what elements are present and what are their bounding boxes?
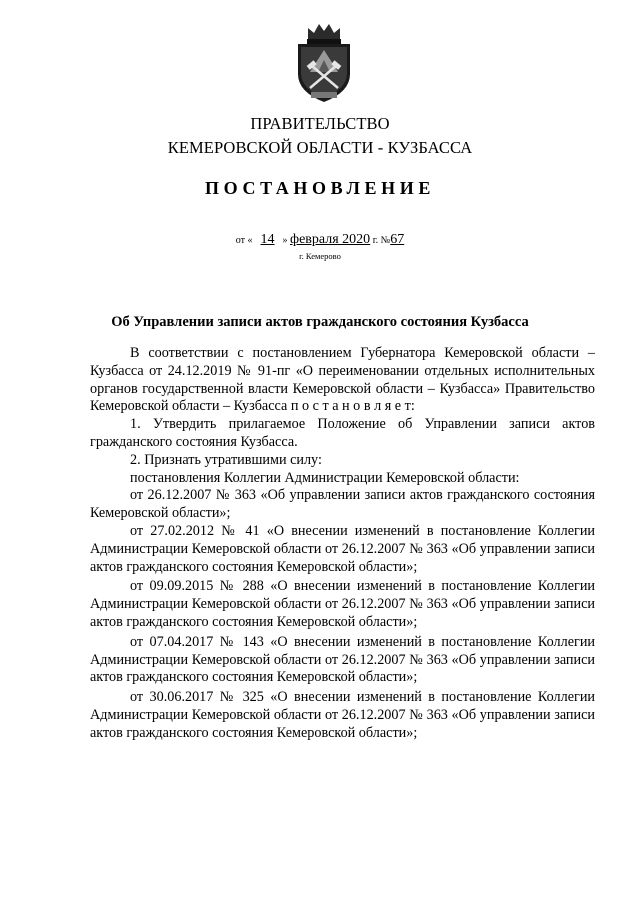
document-body (90, 345, 595, 743)
date-year-suffix: г. (372, 235, 379, 246)
document-title: Об Управлении записи актов гражданского состояния Кузбасса (111, 314, 529, 330)
document-number: 67 (390, 232, 405, 247)
document-city: г. Кемерово (299, 251, 341, 261)
date-close-quote: » (282, 235, 288, 246)
repealed-act-item: от 30.06.2017 № 325 «О внесении изменений в постановление Коллегии Администрации Кемеровской области от 26.12.2007 № 363 «Об управлении записи актов гражданского состояния Кемеровской области»; (90, 689, 595, 741)
intro-paragraph: В соответствии с постановлением Губернатора Кемеровской области – Кузбасса от 24.12.2019 № 91-пг «О переименовании отдельных исполнительных органов государственной власти Кемеровской области – Кузбасса» Правительство Кемеровской области – Кузбасса п о с т а н о в л я е т: (90, 345, 595, 415)
date-month-year: февраля 2020 (290, 232, 371, 247)
item-1-paragraph: 1. Утвердить прилагаемое Положение об Управлении записи актов гражданского состояния Кузбасса. (90, 416, 595, 450)
kemerovo-region-coat-of-arms-icon (294, 22, 354, 104)
document-type-heading: ПОСТАНОВЛЕНИЕ (205, 178, 435, 198)
item-2-paragraph: 2. Признать утратившими силу: (130, 451, 322, 468)
date-prefix: от « (235, 235, 253, 246)
number-sign: № (380, 235, 391, 246)
repealed-act-item: от 09.09.2015 № 288 «О внесении изменений в постановление Коллегии Администрации Кемеровской области от 26.12.2007 № 363 «Об управлении записи актов гражданского состояния Кемеровской области»; (90, 578, 595, 630)
date-day: 14 (260, 232, 275, 247)
government-name-line-1: ПРАВИТЕЛЬСТВО (250, 114, 390, 133)
repealed-act-item: от 07.04.2017 № 143 «О внесении изменений в постановление Коллегии Администрации Кемеровской области от 26.12.2007 № 363 «Об управлении записи актов гражданского состояния Кемеровской области»; (90, 633, 595, 686)
item-2-lead-paragraph: постановления Коллегии Администрации Кемеровской области: (130, 469, 520, 486)
repealed-act-item: от 26.12.2007 № 363 «Об управлении записи актов гражданского состояния Кемеровской области»; (90, 487, 595, 522)
document-date-line (0, 232, 640, 248)
repealed-act-item: от 27.02.2012 № 41 «О внесении изменений в постановление Коллегии Администрации Кемеровской области от 26.12.2007 № 363 «Об управлении записи актов гражданского состояния Кемеровской области»; (90, 522, 595, 575)
government-name-line-2: КЕМЕРОВСКОЙ ОБЛАСТИ - КУЗБАССА (167, 138, 473, 157)
